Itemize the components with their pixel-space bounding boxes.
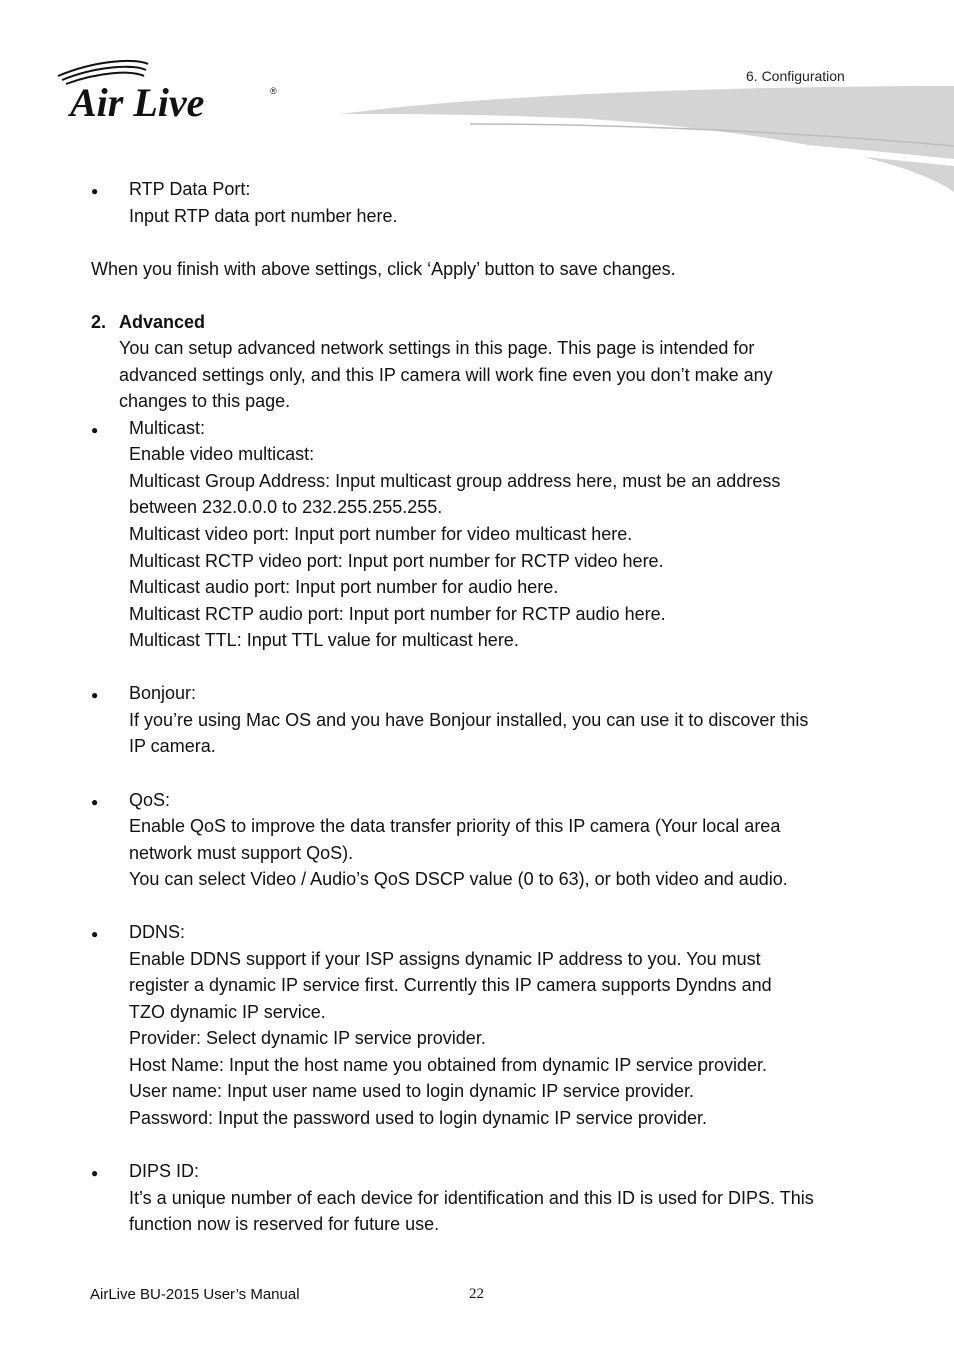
section-title: Advanced	[119, 312, 206, 332]
dips-line: It’s a unique number of each device for identification and this ID is used for DIPS. This	[129, 1188, 814, 1208]
svg-text:Air Live: Air Live	[70, 80, 205, 125]
multicast-line: Multicast video port: Input port number for video multicast here.	[129, 524, 633, 544]
ddns-line: register a dynamic IP service first. Currently this IP camera supports Dyndns and	[129, 975, 772, 995]
multicast-line: Multicast RCTP audio port: Input port number for RCTP audio here.	[129, 604, 666, 624]
chapter-label: 6. Configuration	[746, 68, 845, 84]
ddns-line: Enable DDNS support if your ISP assigns dynamic IP address to you. You must	[129, 949, 761, 969]
qos-line: network must support QoS).	[129, 843, 354, 863]
ddns-line: User name: Input user name used to login dynamic IP service provider.	[129, 1081, 694, 1101]
bullet-icon: ●	[91, 688, 99, 702]
intro-line: advanced settings only, and this IP camera will work fine even you don’t make any	[119, 365, 773, 385]
qos-line: You can select Video / Audio’s QoS DSCP value (0 to 63), or both video and audio.	[129, 869, 788, 889]
dips-line: function now is reserved for future use.	[129, 1214, 440, 1234]
section-number: 2.	[91, 312, 107, 332]
bullet-icon: ●	[91, 927, 99, 941]
apply-note: When you finish with above settings, click ‘Apply’ button to save changes.	[91, 259, 676, 279]
svg-text:®: ®	[270, 86, 277, 96]
rtp-port-desc: Input RTP data port number here.	[129, 206, 398, 226]
footer-manual-title: AirLive BU-2015 User’s Manual	[90, 1286, 300, 1303]
header-swoosh-graphic	[340, 84, 954, 194]
airlive-logo	[56, 58, 286, 128]
bonjour-title: Bonjour:	[129, 683, 197, 703]
multicast-line: Enable video multicast:	[129, 444, 315, 464]
qos-title: QoS:	[129, 790, 171, 810]
ddns-line: Password: Input the password used to login dynamic IP service provider.	[129, 1108, 707, 1128]
intro-line: You can setup advanced network settings in this page. This page is intended for	[119, 338, 755, 358]
dips-title: DIPS ID:	[129, 1161, 200, 1181]
multicast-line: Multicast TTL: Input TTL value for multicast here.	[129, 630, 519, 650]
bonjour-line: If you’re using Mac OS and you have Bonjour installed, you can use it to discover this	[129, 710, 809, 730]
multicast-line: Multicast audio port: Input port number for audio here.	[129, 577, 559, 597]
bonjour-line: IP camera.	[129, 736, 216, 756]
bullet-icon: ●	[91, 795, 99, 809]
bullet-icon: ●	[91, 184, 99, 198]
multicast-line: Multicast Group Address: Input multicast group address here, must be an address	[129, 471, 781, 491]
qos-line: Enable QoS to improve the data transfer priority of this IP camera (Your local area	[129, 816, 781, 836]
ddns-title: DDNS:	[129, 922, 186, 942]
ddns-line: TZO dynamic IP service.	[129, 1002, 326, 1022]
ddns-line: Provider: Select dynamic IP service provider.	[129, 1028, 486, 1048]
rtp-port-title: RTP Data Port:	[129, 179, 251, 199]
ddns-line: Host Name: Input the host name you obtained from dynamic IP service provider.	[129, 1055, 767, 1075]
bullet-icon: ●	[91, 423, 99, 437]
page-number: 22	[469, 1286, 484, 1302]
intro-line: changes to this page.	[119, 391, 291, 411]
multicast-line: between 232.0.0.0 to 232.255.255.255.	[129, 497, 443, 517]
bullet-icon: ●	[91, 1166, 99, 1180]
multicast-title: Multicast:	[129, 418, 206, 438]
multicast-line: Multicast RCTP video port: Input port number for RCTP video here.	[129, 551, 664, 571]
